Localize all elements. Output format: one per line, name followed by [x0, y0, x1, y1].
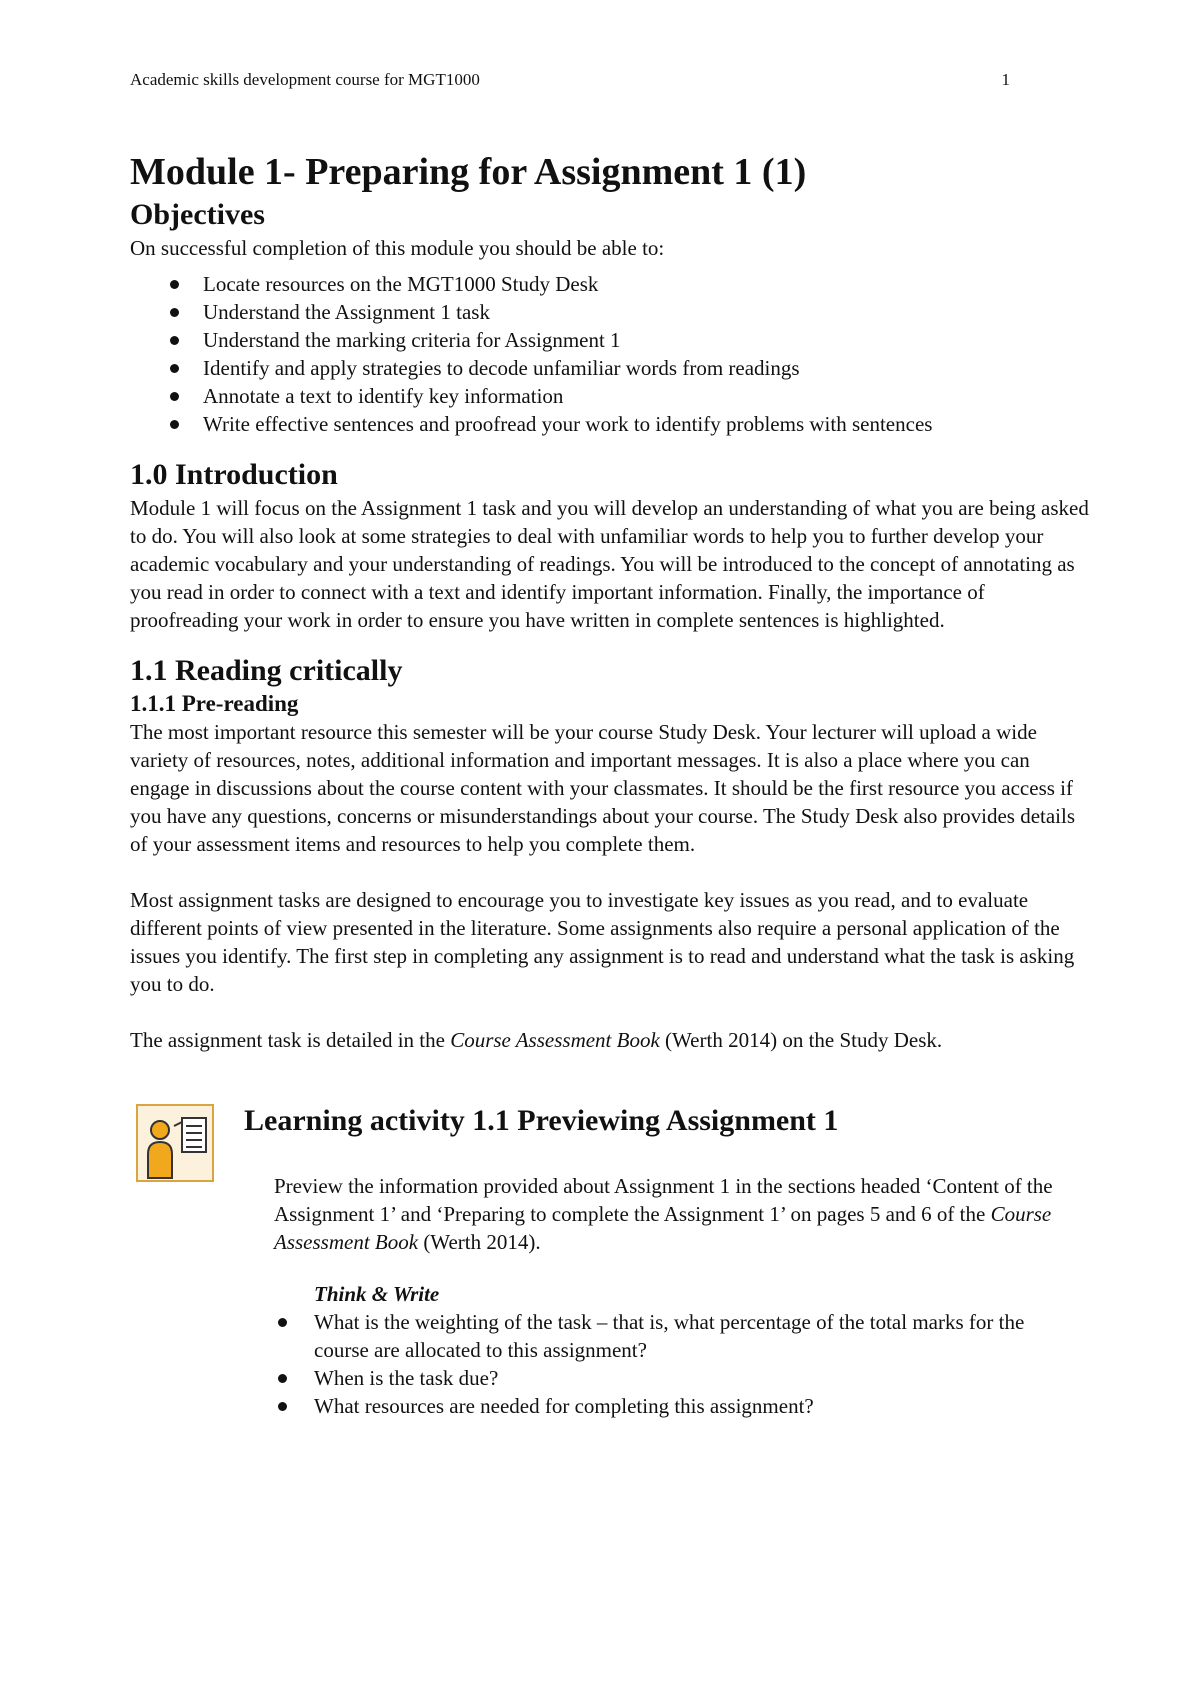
header-course-title: Academic skills development course for MGT1000 [130, 70, 480, 89]
objective-item: Write effective sentences and proofread your work to identify problems with sentences [130, 410, 1090, 438]
learning-activity-icon [136, 1104, 214, 1182]
learning-activity-text: Preview the information provided about Assignment 1 in the sections headed ‘Content of the Assignment 1’ and ‘Preparing to complete the Assignment 1’ on pages 5 and 6 of the Course Assessment Book (Werth 2014). [274, 1174, 1053, 1254]
learning-activity-title: Learning activity 1.1 Previewing Assignment 1 [244, 1104, 839, 1137]
objective-item: Annotate a text to identify key information [130, 382, 1090, 410]
objectives-list [130, 270, 1090, 438]
course-assessment-book-ref: Course Assessment Book [274, 1202, 1052, 1254]
objectives-heading: Objectives [130, 198, 265, 231]
reading-heading: 1.1 Reading critically [130, 654, 403, 687]
header-page-number: 1 [1001, 70, 1010, 89]
pre-reading-subheading: 1.1.1 Pre-reading [130, 691, 299, 716]
objective-item: Understand the marking criteria for Assignment 1 [130, 326, 1090, 354]
objective-item: Identify and apply strategies to decode unfamiliar words from readings [130, 354, 1090, 382]
question-item: What is the weighting of the task – that is, what percentage of the total marks for the course are allocated to this assignment? [274, 1308, 1074, 1364]
reading-paragraph-1: The most important resource this semester will be your course Study Desk. Your lecturer will upload a wide variety of resources, notes, additional information and important messages. It is also a place where you can engage in discussions about the course content with your classmates. It should be the first resource you access if you have any questions, concerns or misunderstandings about your course. The Study Desk also provides details of your assessment items and resources to help you complete them. [130, 720, 1076, 856]
question-item: What resources are needed for completing this assignment? [274, 1392, 1074, 1420]
objective-item: Locate resources on the MGT1000 Study Desk [130, 270, 1090, 298]
objective-item: Understand the Assignment 1 task [130, 298, 1090, 326]
learning-activity [130, 1102, 1090, 1432]
course-assessment-book-ref: Course Assessment Book [450, 1028, 660, 1052]
objectives-intro: On successful completion of this module you should be able to: [130, 236, 665, 260]
introduction-text: Module 1 will focus on the Assignment 1 task and you will develop an understanding of what you are being asked to do. You will also look at some strategies to deal with unfamiliar words to help you to further develop your academic vocabulary and your understanding of readings. You will be introduced to the concept of annotating as you read in order to connect with a text and identify important information. Finally, the importance of proofreading your work in order to ensure you have written in complete sentences is highlighted. [130, 496, 1089, 632]
reading-paragraph-2: Most assignment tasks are designed to encourage you to investigate key issues as you read, and to evaluate different points of view presented in the literature. Some assignments also require a personal application of the issues you identify. The first step in completing any assignment is to read and understand what the task is asking you to do. [130, 888, 1075, 996]
learning-activity-body [274, 1172, 1074, 1420]
think-write-questions [274, 1308, 1074, 1420]
think-write-label: Think & Write [314, 1282, 440, 1306]
reading-paragraph-3: The assignment task is detailed in the Course Assessment Book (Werth 2014) on the Study Desk. [130, 1028, 943, 1052]
question-item: When is the task due? [274, 1364, 1074, 1392]
page-header [130, 70, 1010, 90]
page-content [130, 148, 1090, 1432]
introduction-heading: 1.0 Introduction [130, 458, 338, 491]
module-title: Module 1- Preparing for Assignment 1 (1) [130, 151, 807, 193]
